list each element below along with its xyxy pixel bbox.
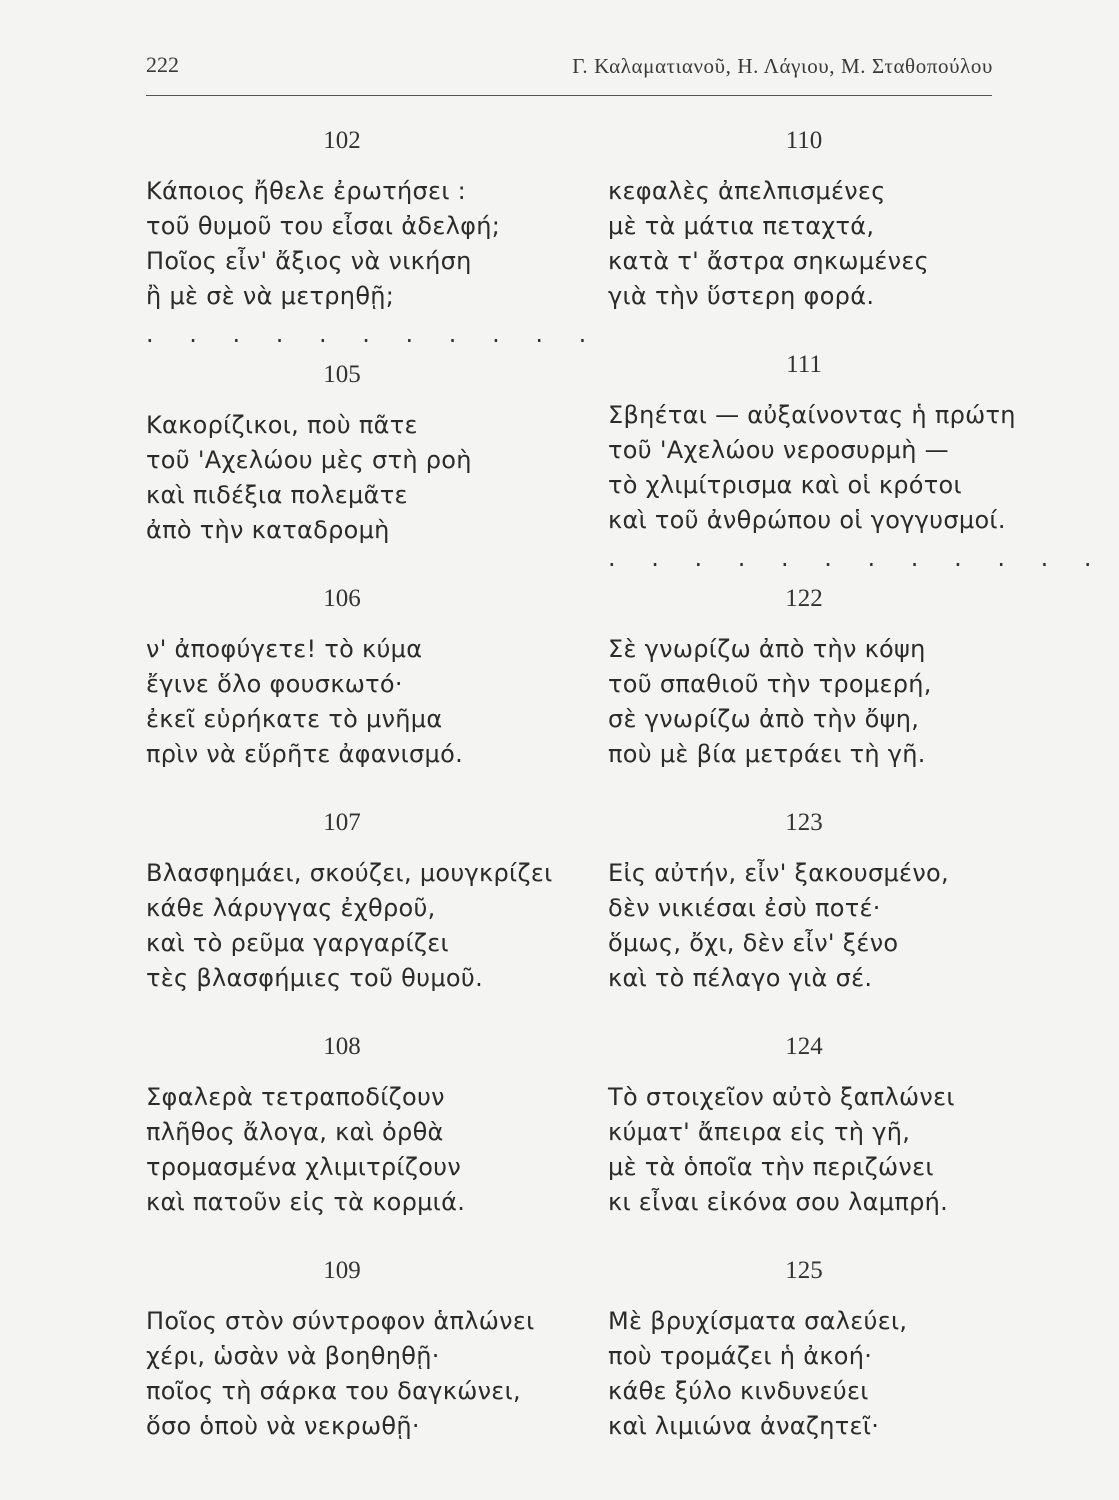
verse-line: γιὰ τὴν ὕστερη φορά. [608,282,875,310]
verse-line: καὶ τὸ πέλαγο γιὰ σέ. [608,964,873,992]
verse-line: Σβηέται — αὐξαίνοντας ἡ πρώτη [608,401,1016,429]
verse-line: ἔγινε ὅλο φουσκωτό· [146,670,403,698]
verse-line: Σφαλερὰ τετραποδίζουν [146,1083,445,1111]
verse-line: Ποῖος εἶν' ἄξιος νὰ νικήση [146,247,472,275]
verse-line: δὲν νικιέσαι ἐσὺ ποτέ· [608,894,881,922]
verse-line: κύματ' ἄπειρα εἰς τὴ γῆ, [608,1118,911,1146]
left-column [146,120,601,1444]
verse-line: τοῦ θυμοῦ του εἶσαι ἀδελφή; [146,212,501,240]
ellipsis: . . . . . . . . . . . [146,320,601,348]
verse-line: ποῖος τὴ σάρκα του δαγκώνει, [146,1377,521,1405]
verse-line: ἢ μὲ σὲ νὰ μετρηθῇ; [146,282,395,310]
verse-line: κατὰ τ' ἄστρα σηκωμένες [608,247,929,275]
verse-line: ὅσο ὁποὺ νὰ νεκρωθῇ· [146,1412,420,1440]
stanza-number: 102 [323,127,361,154]
stanza-number: 109 [323,1257,361,1284]
stanza-number: 106 [323,585,361,612]
stanza-124 [608,1026,1028,1220]
verse-line: πλῆθος ἄλογα, καὶ ὀρθὰ [146,1118,444,1146]
verse-line: τὲς βλασφήμιες τοῦ θυμοῦ. [146,964,483,992]
stanza-108 [146,1026,566,1220]
stanza-number: 122 [785,585,823,612]
stanza-number: 107 [323,809,361,836]
verse-line: Βλασφημάει, σκούζει, μουγκρίζει [146,859,553,887]
verse-line: μὲ τὰ μάτια πεταχτά, [608,212,875,240]
verse-line: ν' ἀποφύγετε! τὸ κύμα [146,635,423,663]
verse-line: καὶ πιδέξια πολεμᾶτε [146,481,408,509]
verse-line: καὶ πατοῦν εἰς τὰ κορμιά. [146,1188,466,1216]
verse-line: Κάποιος ἤθελε ἐρωτήσει : [146,177,467,205]
stanza-102 [146,120,566,314]
stanza-123 [608,802,1028,996]
verse-line: κάθε ξύλο κινδυνεύει [608,1377,869,1405]
stanza-109 [146,1250,566,1444]
verse-line: σὲ γνωρίζω ἀπὸ τὴν ὄψη, [608,705,920,733]
verse-line: Κακορίζικοι, ποὺ πᾶτε [146,411,418,439]
verse-line: καὶ τοῦ ἀνθρώπου οἱ γογγυσμοί. [608,506,1006,534]
verse-line: κι εἶναι εἰκόνα σου λαμπρή. [608,1188,949,1216]
verse-line: τρομασμένα χλιμιτρίζουν [146,1153,462,1181]
verse-line: ἐκεῖ εὑρήκατε τὸ μνῆμα [146,705,443,733]
verse-line: μὲ τὰ ὁποῖα τὴν περιζώνει [608,1153,934,1181]
right-column [608,120,1106,1444]
stanza-number: 125 [785,1257,823,1284]
stanza-105 [146,354,566,548]
stanza-number: 105 [323,361,361,388]
stanza-122 [608,578,1028,772]
page-number: 222 [146,52,179,77]
verse-line: καὶ λιμιώνα ἀναζητεῖ· [608,1412,880,1440]
verse-line: Τὸ στοιχεῖον αὐτὸ ξαπλώνει [608,1083,955,1111]
verse-line: τὸ χλιμίτρισμα καὶ οἱ κρότοι [608,471,962,499]
stanza-107 [146,802,566,996]
verse-line: Ποῖος στὸν σύντροφον ἁπλώνει [146,1307,535,1335]
verse-line: κεφαλὲς ἀπελπισμένες [608,177,886,205]
running-header: Γ. Καλαματιανοῦ, Η. Λάγιου, Μ. Σταθοπούλου [572,54,993,78]
ellipsis: . . . . . . . . . . . . [608,544,1106,572]
stanza-number: 124 [785,1033,823,1060]
verse-line: Εἰς αὐτήν, εἶν' ξακουσμένο, [608,859,949,887]
stanza-110 [608,120,1028,314]
verse-line: ποὺ μὲ βία μετράει τὴ γῆ. [608,740,926,768]
verse-line: ἀπὸ τὴν καταδρομὴ [146,516,390,544]
verse-line: τοῦ σπαθιοῦ τὴν τρομερή, [608,670,932,698]
stanza-number: 111 [786,351,822,378]
verse-line: καὶ τὸ ρεῦμα γαργαρίζει [146,929,449,957]
stanza-number: 110 [785,127,823,154]
verse-line: ὅμως, ὄχι, δὲν εἶν' ξένο [608,929,899,957]
stanza-number: 123 [785,809,823,836]
verse-line: κάθε λάρυγγας ἐχθροῦ, [146,894,436,922]
verse-line: πρὶν νὰ εὕρῆτε ἀφανισμό. [146,740,464,768]
header-rule [146,95,992,96]
verse-line: Μὲ βρυχίσματα σαλεύει, [608,1307,908,1335]
stanza-106 [146,578,566,772]
verse-line: χέρι, ὡσὰν νὰ βοηθηθῇ· [146,1342,440,1370]
stanza-number: 108 [323,1033,361,1060]
stanza-125 [608,1250,1028,1444]
stanza-111 [608,344,1028,538]
verse-line: ποὺ τρομάζει ἡ ἀκοή· [608,1342,873,1370]
verse-line: τοῦ 'Αχελώου νεροσυρμὴ — [608,436,949,464]
verse-line: τοῦ 'Αχελώου μὲς στὴ ροὴ [146,446,472,474]
verse-line: Σὲ γνωρίζω ἀπὸ τὴν κόψη [608,635,926,663]
